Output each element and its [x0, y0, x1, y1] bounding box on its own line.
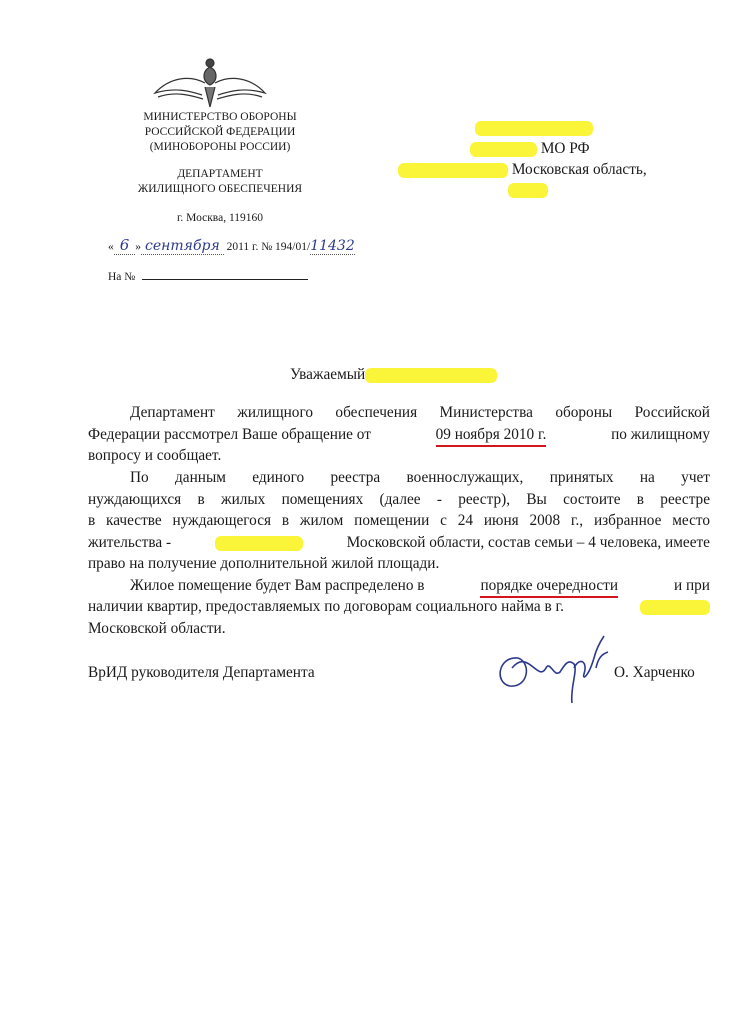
recipient-region: Московская область,	[511, 161, 647, 178]
body-line: По данным единого реестра военнослужащих, принятых на учет	[130, 469, 710, 486]
body-line	[130, 576, 710, 598]
body-line: право на получение дополнительной жилой площади.	[88, 555, 440, 572]
body-line	[88, 533, 710, 553]
date-year-number: 2011 г. № 194/01/	[226, 241, 311, 253]
body-line: вопросу и сообщает.	[88, 447, 222, 464]
redacted-highlight	[398, 163, 508, 178]
redacted-highlight	[640, 600, 710, 615]
letter-date-number: « 6 » сентября 2011 г. № 194/01/11432	[108, 236, 355, 254]
ministry-name	[80, 110, 360, 155]
underlined-date: 09 ноября 2010 г.	[436, 425, 547, 447]
body-text: и при	[673, 577, 710, 594]
reply-to-label: На №	[108, 271, 136, 283]
ministry-line: (МИНОБОРОНЫ РОССИИ)	[149, 141, 291, 153]
redacted-highlight	[475, 121, 593, 136]
body-text: по жилищному	[611, 426, 710, 443]
redacted-highlight	[508, 183, 548, 198]
body-text: Московской области, состав семьи – 4 человека, имеете	[346, 534, 710, 551]
body-text: наличии квартир, предоставляемых по договорам социального найма в г.	[88, 598, 564, 615]
greeting-text: Уважаемый	[290, 366, 366, 383]
handwritten-number: 11432	[310, 238, 355, 254]
date-day: 6	[114, 236, 136, 255]
department-name	[80, 167, 360, 197]
reply-to	[108, 271, 308, 283]
body-line	[88, 597, 710, 617]
reply-to-blank	[142, 279, 308, 280]
body-text: Федерации рассмотрел Ваше обращение от	[88, 426, 371, 443]
address: г. Москва, 119160	[176, 212, 264, 224]
greeting	[290, 366, 497, 384]
ministry-line: РОССИЙСКОЙ ФЕДЕРАЦИИ	[144, 126, 296, 138]
body-text: Жилое помещение будет Вам распределено в	[130, 577, 425, 594]
body-line	[88, 425, 710, 447]
body-line: в качестве нуждающегося в жилом помещении с 24 июня 2008 г., избранное место	[88, 512, 710, 529]
body-line: Московской области.	[88, 620, 226, 637]
redacted-highlight	[470, 142, 537, 157]
redacted-highlight	[215, 536, 303, 551]
signatory-title: ВрИД руководителя Департамента	[88, 664, 315, 681]
redacted-highlight	[365, 368, 497, 383]
department-line: ЖИЛИЩНОГО ОБЕСПЕЧЕНИЯ	[137, 183, 303, 195]
recipient-unit: МО РФ	[540, 140, 590, 157]
date-month: сентября	[141, 238, 224, 255]
body-line: нуждающихся в жилых помещениях (далее - реестр), Вы состоите в реестре	[88, 491, 710, 508]
recipient-line-2	[470, 140, 590, 158]
handwritten-signature	[488, 628, 612, 708]
signatory-name: О. Харченко	[614, 664, 695, 681]
department-line: ДЕПАРТАМЕНТ	[177, 168, 263, 180]
eagle-emblem-icon	[150, 57, 270, 109]
recipient-line-3	[398, 161, 647, 179]
body-line: Департамент жилищного обеспечения Министерства обороны Российской	[130, 404, 710, 421]
ministry-line: МИНИСТЕРСТВО ОБОРОНЫ	[143, 111, 297, 123]
body-text: жительства -	[88, 534, 172, 551]
underlined-phrase: порядке очередности	[480, 576, 618, 598]
